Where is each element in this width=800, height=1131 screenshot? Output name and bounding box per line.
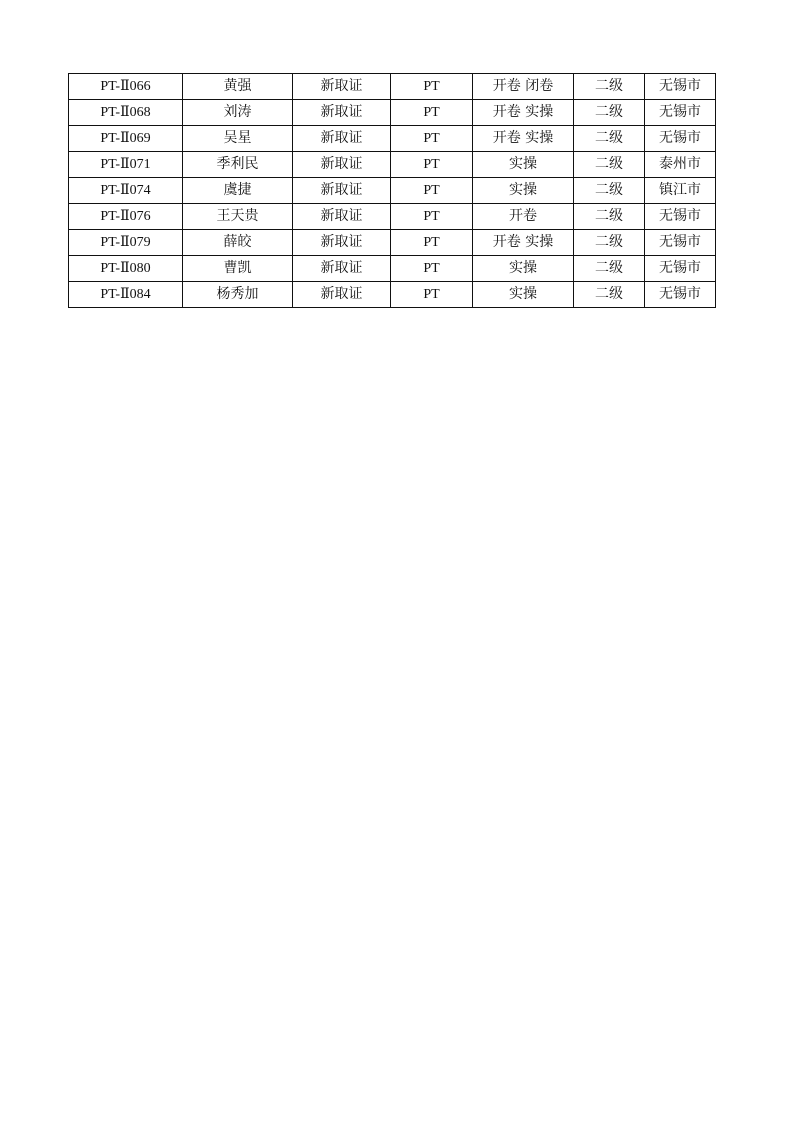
cert-id-cell: PT-Ⅱ076 [69,204,183,230]
city-cell: 无锡市 [645,230,716,256]
type-cell: 新取证 [293,126,391,152]
cert-id-cell: PT-Ⅱ066 [69,74,183,100]
table-row [69,282,716,308]
level-cell: 二级 [574,204,645,230]
name-cell: 季利民 [183,152,293,178]
type-cell: 新取证 [293,178,391,204]
type-cell: 新取证 [293,256,391,282]
level-cell: 二级 [574,126,645,152]
level-cell: 二级 [574,74,645,100]
table-row [69,74,716,100]
table-row [69,126,716,152]
name-cell: 王天贵 [183,204,293,230]
method-cell: PT [391,152,473,178]
name-cell: 吴星 [183,126,293,152]
table-row [69,100,716,126]
cert-id-cell: PT-Ⅱ068 [69,100,183,126]
method-cell: PT [391,282,473,308]
exam-cell: 开卷 实操 [473,126,574,152]
table-row [69,178,716,204]
method-cell: PT [391,178,473,204]
level-cell: 二级 [574,152,645,178]
type-cell: 新取证 [293,74,391,100]
cert-id-cell: PT-Ⅱ074 [69,178,183,204]
level-cell: 二级 [574,256,645,282]
city-cell: 无锡市 [645,282,716,308]
cert-id-cell: PT-Ⅱ069 [69,126,183,152]
exam-cell: 实操 [473,178,574,204]
level-cell: 二级 [574,230,645,256]
method-cell: PT [391,100,473,126]
method-cell: PT [391,256,473,282]
method-cell: PT [391,74,473,100]
method-cell: PT [391,230,473,256]
table-body [69,74,716,308]
type-cell: 新取证 [293,282,391,308]
type-cell: 新取证 [293,230,391,256]
table-row [69,230,716,256]
name-cell: 薛皎 [183,230,293,256]
personnel-table [68,73,716,308]
method-cell: PT [391,126,473,152]
exam-cell: 开卷 闭卷 [473,74,574,100]
table-row [69,152,716,178]
cert-id-cell: PT-Ⅱ071 [69,152,183,178]
type-cell: 新取证 [293,152,391,178]
table-row [69,204,716,230]
city-cell: 泰州市 [645,152,716,178]
exam-cell: 开卷 实操 [473,100,574,126]
exam-cell: 开卷 实操 [473,230,574,256]
name-cell: 杨秀加 [183,282,293,308]
table-row [69,256,716,282]
type-cell: 新取证 [293,204,391,230]
city-cell: 无锡市 [645,74,716,100]
level-cell: 二级 [574,178,645,204]
exam-cell: 实操 [473,152,574,178]
cert-id-cell: PT-Ⅱ079 [69,230,183,256]
level-cell: 二级 [574,282,645,308]
city-cell: 无锡市 [645,126,716,152]
method-cell: PT [391,204,473,230]
name-cell: 虞捷 [183,178,293,204]
name-cell: 曹凯 [183,256,293,282]
city-cell: 无锡市 [645,204,716,230]
city-cell: 无锡市 [645,100,716,126]
city-cell: 镇江市 [645,178,716,204]
exam-cell: 开卷 [473,204,574,230]
cert-id-cell: PT-Ⅱ084 [69,282,183,308]
name-cell: 黄强 [183,74,293,100]
city-cell: 无锡市 [645,256,716,282]
exam-cell: 实操 [473,256,574,282]
level-cell: 二级 [574,100,645,126]
exam-cell: 实操 [473,282,574,308]
type-cell: 新取证 [293,100,391,126]
name-cell: 刘涛 [183,100,293,126]
cert-id-cell: PT-Ⅱ080 [69,256,183,282]
